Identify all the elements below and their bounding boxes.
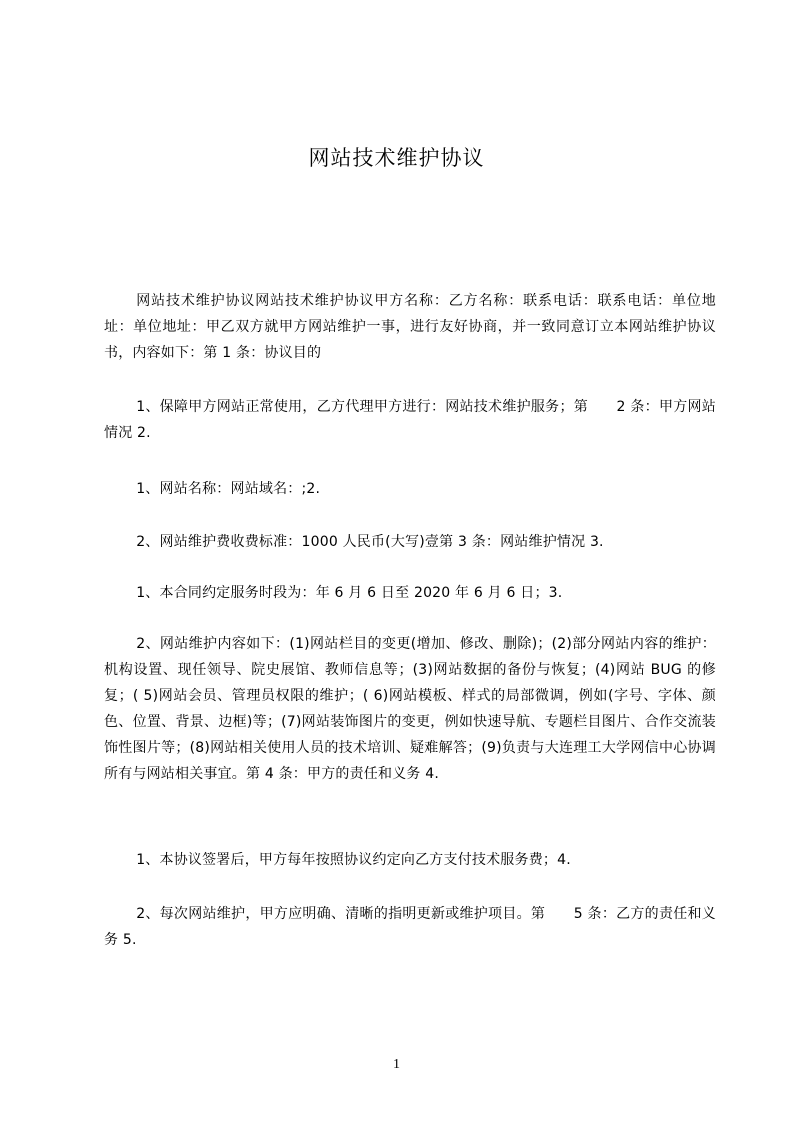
paragraph-3: 1、网站名称：网站域名：;2. [136,481,321,497]
paragraph-5-block [104,580,716,606]
paragraph-6-block [104,631,716,787]
paragraph-3-block [104,476,716,502]
paragraph-2: 1、保障甲方网站正常使用，乙方代理甲方进行：网站技术维护服务；第 2 条：甲方网站情况 2. [104,399,716,441]
paragraph-8: 2、每次网站维护，甲方应明确、清晰的指明更新或维护项目。第 5 条：乙方的责任和义务 5. [104,906,716,948]
page-number: 1 [393,1057,400,1072]
paragraph-7-block [104,847,716,873]
paragraph-1-block [104,288,716,366]
paragraph-6: 2、网站维护内容如下：(1)网站栏目的变更(增加、修改、删除)；(2)部分网站内容的维护：机构设置、现任领导、院史展馆、教师信息等；(3)网站数据的备份与恢复；(4)网站 BUG 的修复；( 5)网站会员、管理员权限的维护；( 6)网站模板、样式的局部微调，例如(字号、字体、颜色、位置、背景、边框)等；(7)网站装饰图片的变更，例如快速导航、专题栏目图片、合作交流装饰性图片等；(8)网站相关使用人员的技术培训、疑难解答；(9)负责与大连理工大学网信中心协调所有与网站相关事宜。第 4 条：甲方的责任和义务 4. [104,636,716,782]
paragraph-4: 2、网站维护费收费标准：1000 人民币(大写)壹第 3 条：网站维护情况 3. [136,534,604,550]
paragraph-4-block [104,529,716,555]
paragraph-8-block [104,901,716,953]
paragraph-2-block [104,394,716,446]
paragraph-7: 1、本协议签署后，甲方每年按照协议约定向乙方支付技术服务费；4. [136,852,571,868]
paragraph-5: 1、本合同约定服务时段为：年 6 月 6 日至 2020 年 6 月 6 日；3. [136,585,563,601]
paragraph-1: 网站技术维护协议网站技术维护协议甲方名称：乙方名称：联系电话：联系电话：单位地址：单位地址：甲乙双方就甲方网站维护一事，进行友好协商，并一致同意订立本网站维护协议书，内容如下：第 1 条：协议目的 [104,293,716,361]
document-title: 网站技术维护协议 [308,146,485,170]
